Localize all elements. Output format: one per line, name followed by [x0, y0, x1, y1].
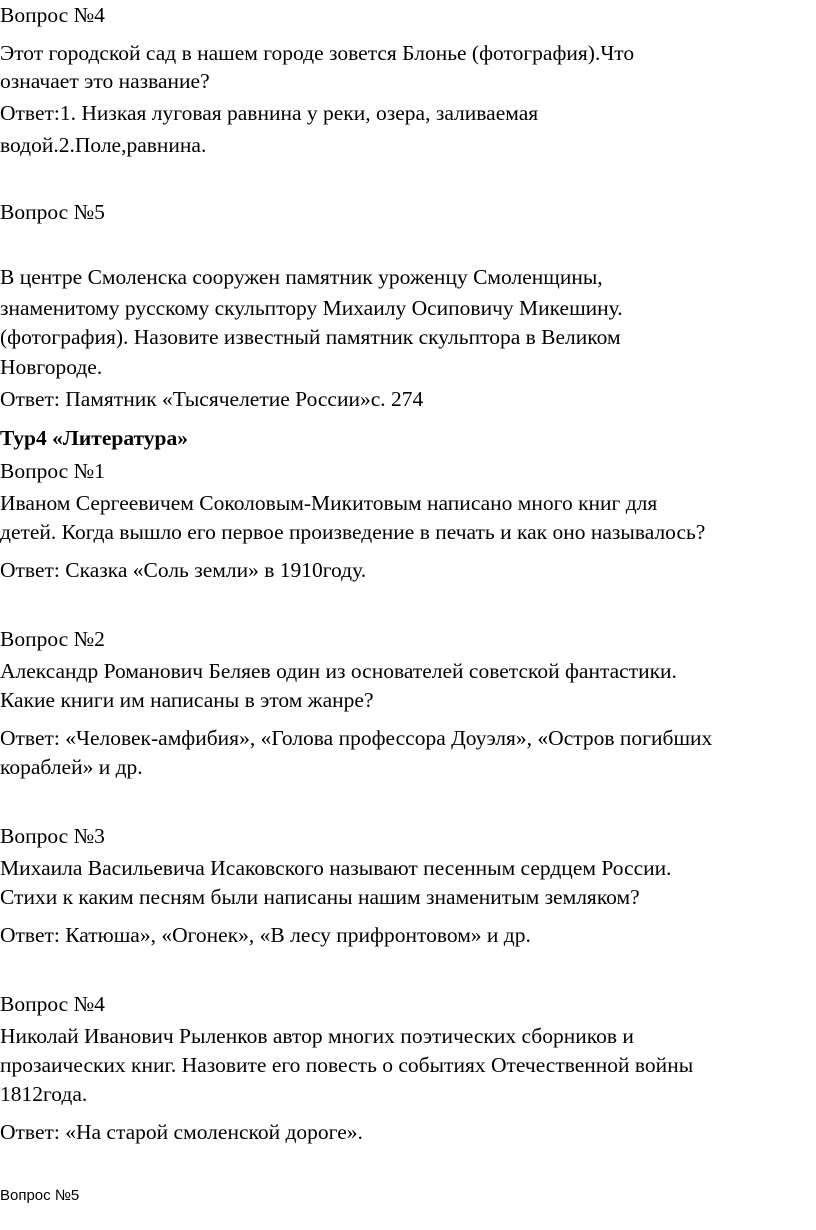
question-4-heading: Вопрос №4 — [0, 3, 105, 27]
tour4-question-4-text-line-1: Николай Иванович Рыленков автор многих поэтических сборников и — [0, 1024, 634, 1048]
tour4-question-4-heading: Вопрос №4 — [0, 992, 105, 1016]
tour4-question-4-text-line-3: 1812года. — [0, 1082, 88, 1106]
question-4-answer-line-1: Ответ:1. Низкая луговая равнина у реки, озера, заливаемая — [0, 101, 539, 125]
question-5-text-line-3: (фотография). Назовите известный памятник скульптора в Великом — [0, 325, 621, 349]
tour4-question-2-heading: Вопрос №2 — [0, 627, 105, 651]
question-4-text-line-1: Этот городской сад в нашем городе зовется Блонье (фотография).Что — [0, 41, 635, 65]
tour4-question-5-heading: Вопрос №5 — [0, 1187, 80, 1204]
question-5-text-line-1: В центре Смоленска сооружен памятник уроженцу Смоленщины, — [0, 265, 603, 289]
question-5-answer: Ответ: Памятник «Тысячелетие России»с. 274 — [0, 387, 424, 411]
question-4-answer-line-2: водой.2.Поле,равнина. — [0, 133, 207, 157]
question-5-heading: Вопрос №5 — [0, 200, 105, 224]
tour4-question-4-answer: Ответ: «На старой смоленской дороге». — [0, 1120, 363, 1144]
tour4-question-2-answer-line-1: Ответ: «Человек-амфибия», «Голова профессора Доуэля», «Остров погибших — [0, 726, 713, 750]
tour4-question-1-text-line-1: Иваном Сергеевичем Соколовым-Микитовым написано много книг для — [0, 491, 658, 515]
tour4-question-1-answer: Ответ: Сказка «Соль земли» в 1910году. — [0, 558, 367, 582]
question-5-text-line-4: Новгороде. — [0, 355, 103, 379]
tour4-question-4-text-line-2: прозаических книг. Назовите его повесть о событиях Отечественной войны — [0, 1053, 694, 1077]
tour4-question-2-text-line-1: Александр Романович Беляев один из основателей советской фантастики. — [0, 659, 677, 683]
tour4-question-1-text-line-2: детей. Когда вышло его первое произведение в печать и как оно называлось? — [0, 520, 706, 544]
tour4-question-2-text-line-2: Какие книги им написаны в этом жанре? — [0, 688, 374, 712]
question-4-text-line-2: означает это название? — [0, 69, 210, 93]
tour4-question-3-text-line-1: Михаила Васильевича Исаковского называют песенным сердцем России. — [0, 856, 672, 880]
question-5-text-line-2: знаменитому русскому скульптору Михаилу Осиповичу Микешину. — [0, 296, 623, 320]
section-heading-tour4: Тур4 «Литература» — [0, 426, 188, 450]
tour4-question-1-heading: Вопрос №1 — [0, 459, 105, 483]
tour4-question-3-answer: Ответ: Катюша», «Огонек», «В лесу прифронтовом» и др. — [0, 923, 531, 947]
tour4-question-2-answer-line-2: кораблей» и др. — [0, 755, 143, 779]
tour4-question-3-text-line-2: Стихи к каким песням были написаны нашим знаменитым земляком? — [0, 885, 640, 909]
tour4-question-3-heading: Вопрос №3 — [0, 824, 105, 848]
